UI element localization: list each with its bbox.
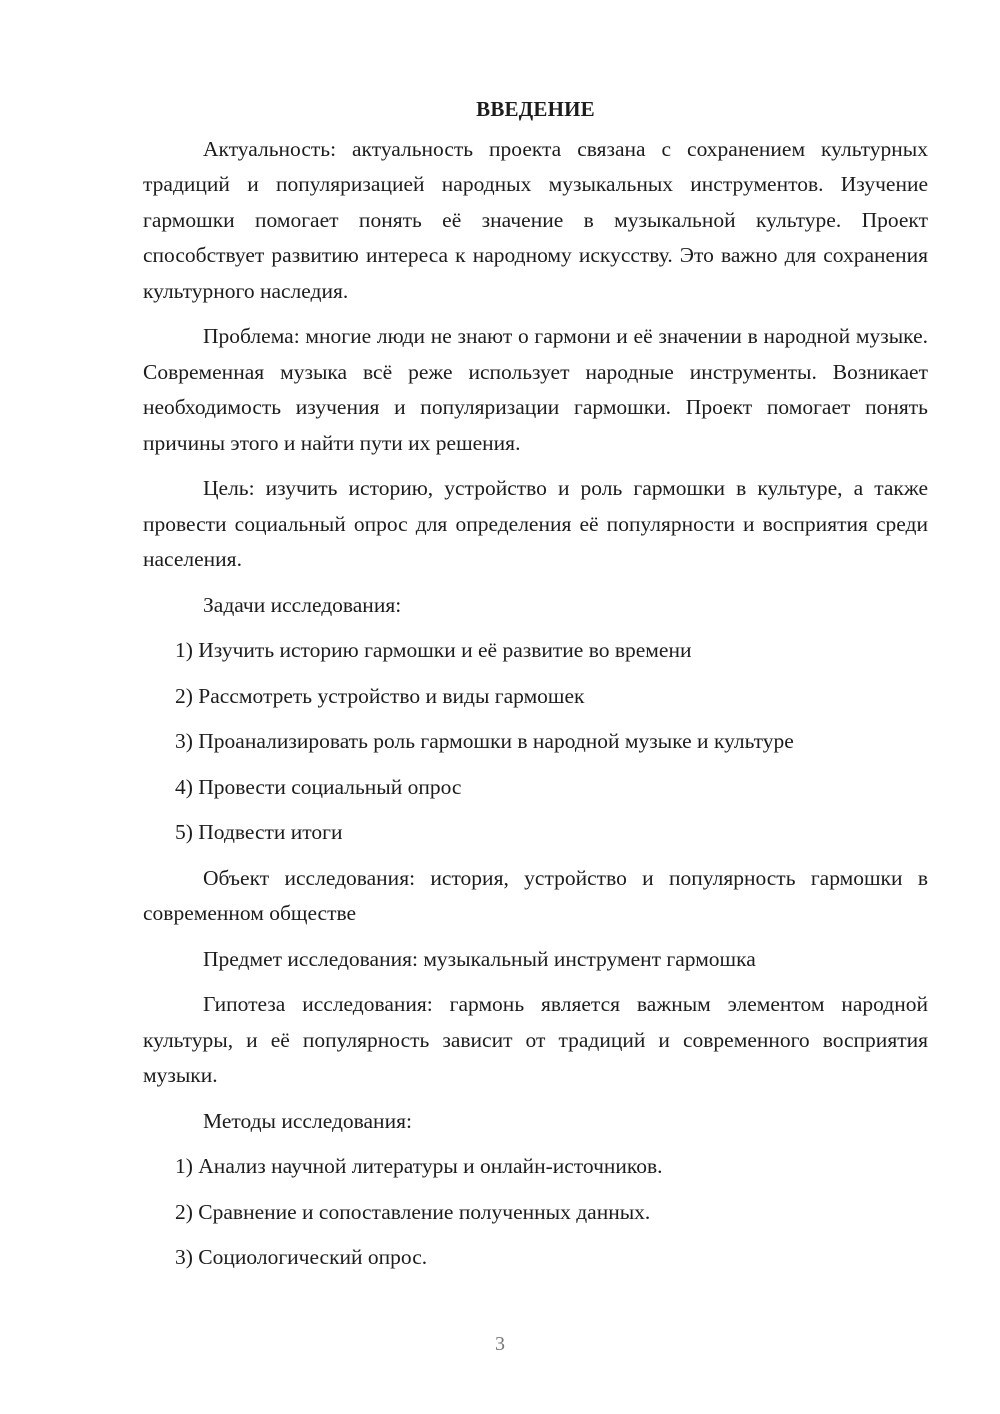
task-item: 2) Рассмотреть устройство и виды гармошек: [175, 683, 585, 708]
methods-heading: Методы исследования:: [203, 1108, 412, 1133]
hypothesis-paragraph: Гипотеза исследования: гармонь является важным элементом народной культуры, и её популярность зависит от традиций и современного восприятия музыки.: [143, 992, 928, 1087]
task-item: 5) Подвести итоги: [175, 820, 343, 844]
page-number: 3: [495, 1333, 505, 1355]
methods-list: [143, 1149, 928, 1276]
subject-paragraph: Предмет исследования: музыкальный инструмент гармошка: [203, 946, 756, 971]
page-content: [143, 92, 928, 1286]
object-paragraph: Объект исследования: история, устройство и популярность гармошки в современном обществе: [143, 865, 928, 925]
task-item: 1) Изучить историю гармошки и её развитие во времени: [175, 638, 692, 662]
task-item: 3) Проанализировать роль гармошки в народной музыке и культуре: [175, 729, 794, 753]
tasks-list: [143, 633, 928, 851]
task-item: 4) Провести социальный опрос: [175, 774, 462, 799]
method-item: 1) Анализ научной литературы и онлайн-источников.: [175, 1154, 663, 1178]
method-item: 2) Сравнение и сопоставление полученных данных.: [175, 1199, 651, 1224]
tasks-heading: Задачи исследования:: [203, 592, 402, 617]
relevance-paragraph: Актуальность: актуальность проекта связана с сохранением культурных традиций и популяризацией народных музыкальных инструментов. Изучение гармошки помогает понять её значение в музыкальной культуре. Проект способствует развитию интереса к народному искусству. Это важно для сохранения культурного наследия.: [143, 136, 928, 303]
problem-paragraph: Проблема: многие люди не знают о гармони и её значении в народной музыке. Современная музыка всё реже использует народные инструменты. Возникает необходимость изучения и популяризации гармошки. Проект помогает понять причины этого и найти пути их решения.: [143, 324, 928, 455]
section-title: ВВЕДЕНИЕ: [476, 97, 595, 121]
method-item: 3) Социологический опрос.: [175, 1245, 428, 1269]
goal-paragraph: Цель: изучить историю, устройство и роль гармошки в культуре, а также провести социальный опрос для определения её популярности и восприятия среди населения.: [143, 476, 928, 571]
